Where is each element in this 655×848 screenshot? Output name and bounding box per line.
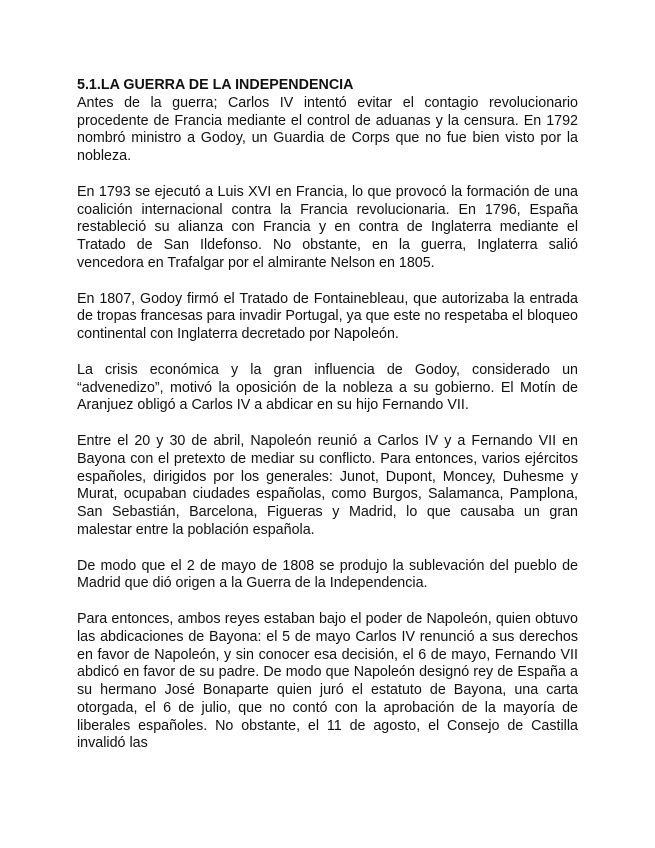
paragraph-pre-war: Antes de la guerra; Carlos IV intentó evitar el contagio revolucionario procedente de Francia mediante el control de aduanas y la censura. En 1792 nombró ministro a Godoy, un Guardia de Corps que no fue bien visto por la nobleza. [77,94,578,165]
section-heading: 5.1.LA GUERRA DE LA INDEPENDENCIA [77,77,354,93]
paragraph-2-de-mayo: De modo que el 2 de mayo de 1808 se produjo la sublevación del pueblo de Madrid que dió origen a la Guerra de la Independencia. [77,557,578,592]
document-page [77,77,578,753]
paragraph-crisis: La crisis económica y la gran influencia de Godoy, considerado un “advenedizo”, motivó la oposición de la nobleza a su gobierno. El Motín de Aranjuez obligó a Carlos IV a abdicar en su hijo Fernando VII. [77,361,578,414]
paragraph-1793: En 1793 se ejecutó a Luis XVI en Francia, lo que provocó la formación de una coalición internacional contra la Francia revolucionaria. En 1796, España restableció su alianza con Francia y en contra de Inglaterra mediante el Tratado de San Ildefonso. No obstante, en la guerra, Inglaterra salió vencedora en Trafalgar por el almirante Nelson en 1805. [77,183,578,271]
paragraph-1807: En 1807, Godoy firmó el Tratado de Fontainebleau, que autorizaba la entrada de tropas francesas para invadir Portugal, ya que este no respetaba el bloqueo continental con Inglaterra decretado por Napoleón. [77,290,578,343]
paragraph-bayona-meeting: Entre el 20 y 30 de abril, Napoleón reunió a Carlos IV y a Fernando VII en Bayona con el pretexto de mediar su conflicto. Para entonces, varios ejércitos españoles, dirigidos por los generales: Junot, Dupont, Moncey, Duhesme y Murat, ocupaban ciudades españolas, como Burgos, Salamanca, Pamplona, San Sebastián, Barcelona, Figueras y Madrid, lo que causaba un gran malestar entre la población española. [77,432,578,538]
paragraph-abdications: Para entonces, ambos reyes estaban bajo el poder de Napoleón, quien obtuvo las abdicaciones de Bayona: el 5 de mayo Carlos IV renunció a sus derechos en favor de Napoleón, y sin conocer esa decisión, el 6 de mayo, Fernando VII abdicó en favor de su padre. De modo que Napoleón designó rey de España a su hermano José Bonaparte quien juró el estatuto de Bayona, una carta otorgada, el 6 de julio, que no contó con la aprobación de la mayoría de liberales españoles. No obstante, el 11 de agosto, el Consejo de Castilla invalidó las [77,610,578,752]
